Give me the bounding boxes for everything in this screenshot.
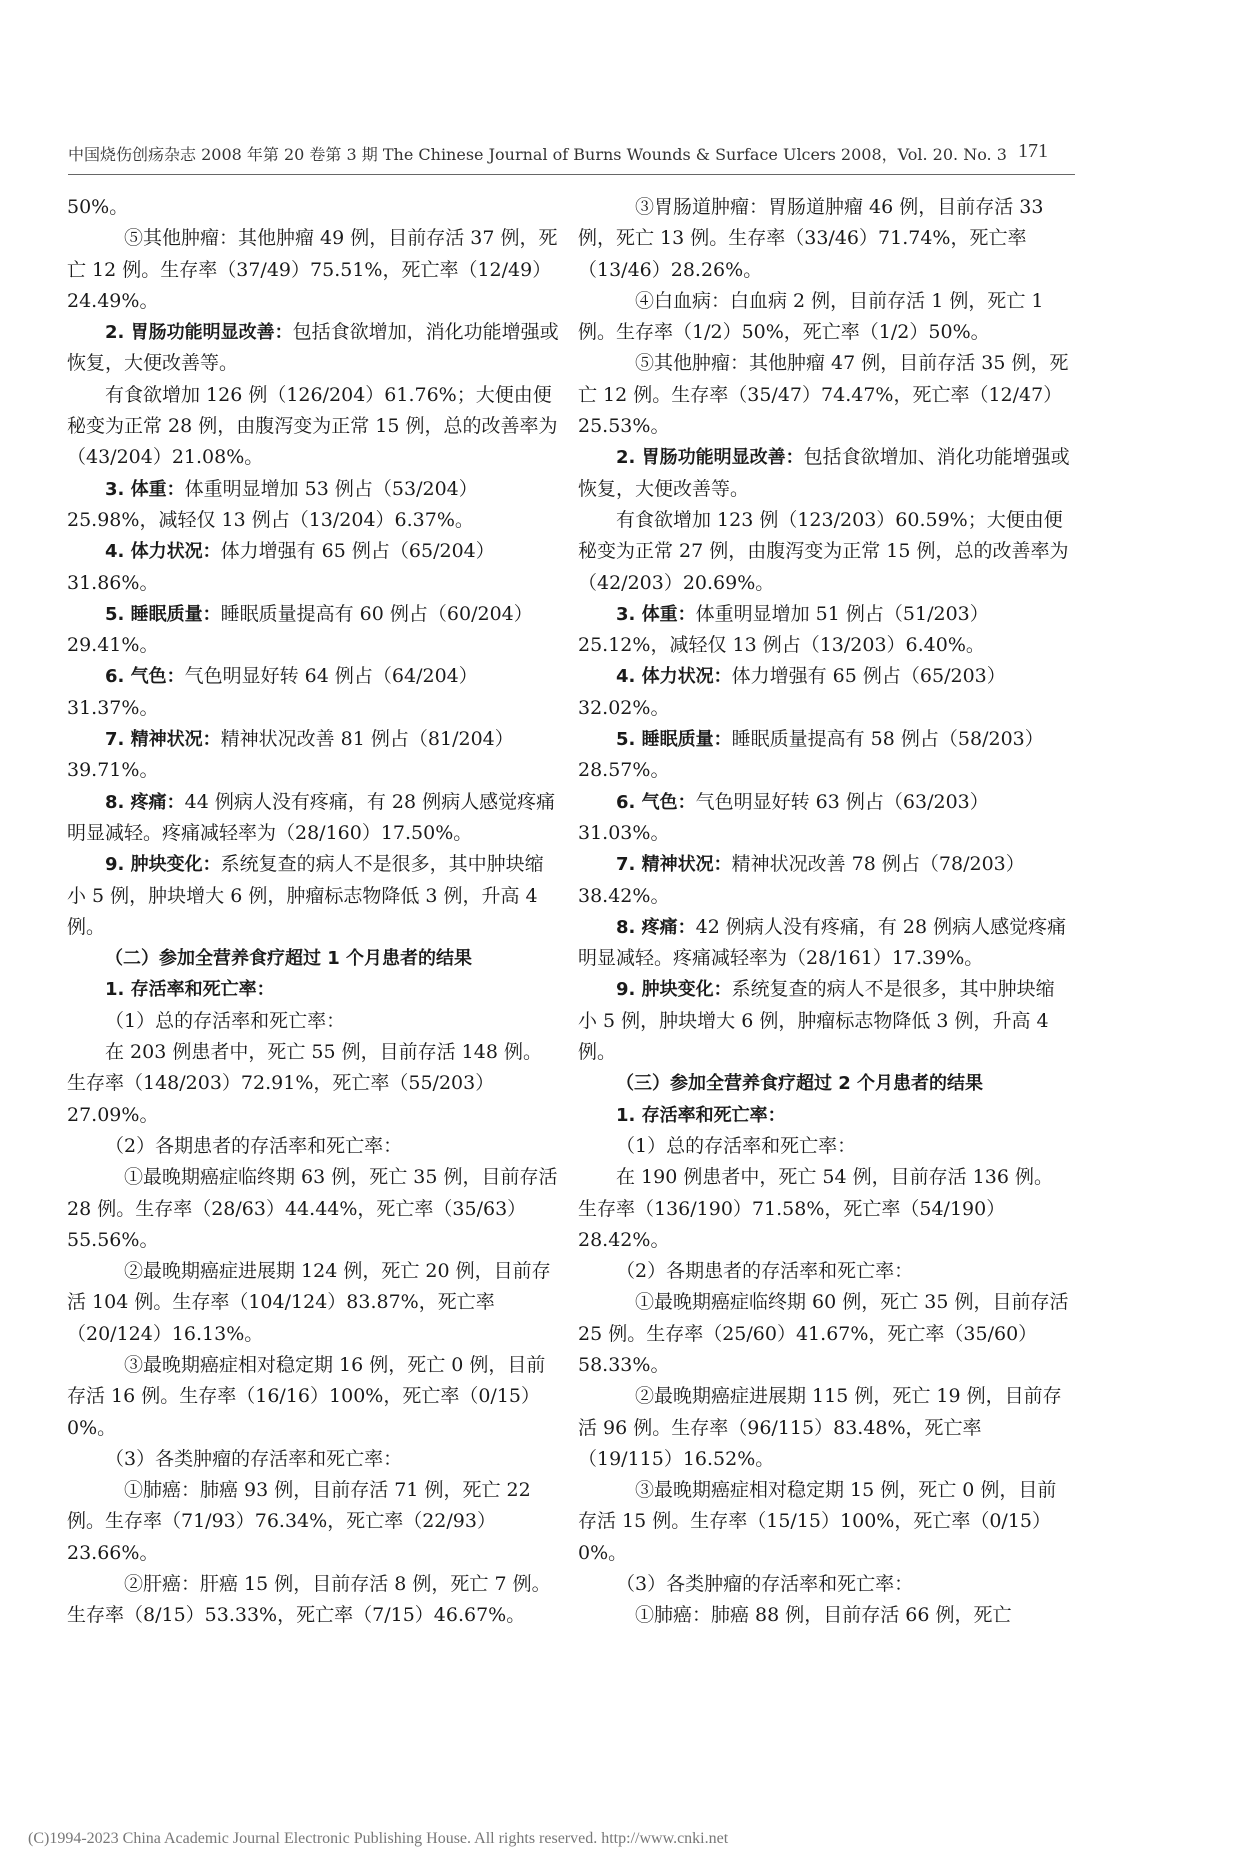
paragraph-heading: 1. 存活率和死亡率： — [616, 1104, 786, 1126]
paragraph — [67, 1256, 559, 1350]
paragraph-text: ①最晚期癌症临终期 60 例，死亡 35 例，目前存活 25 例。生存率（25/60）41.67%，死亡率（35/60）58.33%。 — [578, 1291, 1069, 1376]
paragraph — [578, 1287, 1070, 1381]
paragraph-text: 42 例病人没有疼痛，有 28 例病人感觉疼痛明显减轻。疼痛减轻率为（28/161）17.39%。 — [578, 915, 1067, 970]
paragraph — [67, 1162, 559, 1256]
left-column — [67, 192, 559, 1632]
paragraph — [67, 223, 559, 317]
paragraph-heading: 9. 肿块变化： — [105, 854, 221, 876]
paragraph-text: 体重明显增加 53 例占（53/204）25.98%，减轻仅 13 例占（13/204）6.37%。 — [67, 477, 478, 531]
header-rule — [68, 174, 1075, 175]
paragraph-heading: 5. 睡眠质量： — [616, 729, 732, 751]
paragraph-text: ④白血病：白血病 2 例，目前存活 1 例，死亡 1 例。生存率（1/2）50%，死亡率（1/2）50%。 — [578, 289, 1044, 344]
page-number: 171 — [1018, 140, 1048, 162]
paragraph — [578, 1569, 1070, 1600]
paragraph-heading: 5. 睡眠质量： — [105, 603, 221, 625]
paragraph — [67, 1350, 559, 1444]
paragraph — [578, 661, 1070, 724]
paragraph — [578, 912, 1070, 975]
paragraph — [67, 661, 559, 724]
paragraph-heading: 2. 胃肠功能明显改善： — [105, 322, 293, 344]
paragraph-text: 包括食欲增加，消化功能增强或恢复，大便改善等。 — [67, 321, 559, 375]
paragraph — [67, 536, 559, 599]
paragraph-text: （2）各期患者的存活率和死亡率： — [616, 1260, 914, 1283]
paragraph — [67, 1006, 559, 1037]
paragraph-text: ⑤其他肿瘤：其他肿瘤 47 例，目前存活 35 例，死亡 12 例。生存率（35/47）74.47%，死亡率（12/47）25.53%。 — [578, 352, 1069, 438]
paragraph-text: 50%。 — [67, 196, 129, 218]
paragraph — [67, 380, 559, 474]
paragraph-heading: 4. 体力状况： — [105, 541, 221, 563]
paragraph-text: ③最晚期癌症相对稳定期 16 例，死亡 0 例，目前存活 16 例。生存率（16/16）100%，死亡率（0/15）0%。 — [67, 1353, 546, 1439]
paragraph — [578, 724, 1070, 787]
paragraph-text: ①肺癌：肺癌 93 例，目前存活 71 例，死亡 22 例。生存率（71/93）76.34%，死亡率（22/93）23.66%。 — [67, 1479, 531, 1564]
paragraph-heading: 2. 胃肠功能明显改善： — [616, 447, 804, 469]
paragraph-text: 体力增强有 65 例占（65/204）31.86%。 — [67, 540, 495, 594]
paragraph-heading: 3. 体重： — [105, 478, 185, 500]
paragraph-text: ①肺癌：肺癌 88 例，目前存活 66 例，死亡 — [635, 1604, 1012, 1627]
paragraph-heading: 6. 气色： — [105, 666, 185, 688]
paragraph-text: 在 190 例患者中，死亡 54 例，目前存活 136 例。生存率（136/190）71.58%，死亡率（54/190）28.42%。 — [578, 1166, 1053, 1251]
paragraph — [578, 286, 1070, 349]
paragraph-text: （1）总的存活率和死亡率： — [616, 1134, 857, 1157]
paragraph-text: ⑤其他肿瘤：其他肿瘤 49 例，目前存活 37 例，死亡 12 例。生存率（37/49）75.51%，死亡率（12/49）24.49%。 — [67, 227, 558, 312]
paragraph-text: 在 203 例患者中，死亡 55 例，目前存活 148 例。生存率（148/203）72.91%，死亡率（55/203）27.09%。 — [67, 1041, 542, 1126]
paragraph-heading: 7. 精神状况： — [105, 729, 221, 751]
paragraph-text: （2）各期患者的存活率和死亡率： — [105, 1134, 403, 1157]
paragraph — [578, 1256, 1070, 1287]
paragraph-text: 精神状况改善 81 例占（81/204）39.71%。 — [67, 728, 514, 782]
paragraph-text: 有食欲增加 126 例（126/204）61.76%；大便由便秘变为正常 28 例，由腹泻变为正常 15 例，总的改善率为（43/204）21.08%。 — [67, 383, 558, 469]
paragraph-heading: 8. 疼痛： — [105, 791, 185, 813]
paragraph — [67, 1569, 559, 1632]
paragraph — [578, 1100, 1070, 1131]
paragraph — [578, 599, 1070, 662]
paragraph-heading: 7. 精神状况： — [616, 854, 732, 876]
paragraph-text: 精神状况改善 78 例占（78/203）38.42%。 — [578, 853, 1025, 907]
paragraph-text: 系统复查的病人不是很多，其中肿块缩小 5 例，肿块增大 6 例，肿瘤标志物降低 3 例，升高 4 例。 — [578, 978, 1055, 1064]
paragraph-text: （3）各类肿瘤的存活率和死亡率： — [105, 1447, 403, 1470]
paragraph-heading: （二）参加全营养食疗超过 1 个月患者的结果 — [105, 948, 473, 970]
paragraph — [578, 505, 1070, 599]
paragraph — [578, 787, 1070, 850]
paragraph-text: ②最晚期癌症进展期 124 例，死亡 20 例，目前存活 104 例。生存率（104/124）83.87%，死亡率（20/124）16.13%。 — [67, 1260, 551, 1345]
paragraph — [67, 1131, 559, 1162]
paragraph — [67, 474, 559, 537]
paragraph-text: ②最晚期癌症进展期 115 例，死亡 19 例，目前存活 96 例。生存率（96/115）83.48%，死亡率（19/115）16.52%。 — [578, 1385, 1062, 1470]
paragraph-text: （3）各类肿瘤的存活率和死亡率： — [616, 1573, 914, 1596]
paragraph — [578, 1381, 1070, 1475]
right-column — [578, 192, 1070, 1632]
paragraph-heading: 3. 体重： — [616, 603, 696, 625]
paragraph-heading: 8. 疼痛： — [616, 916, 696, 938]
paragraph — [67, 1037, 559, 1131]
paragraph-heading: 9. 肿块变化： — [616, 979, 732, 1001]
paragraph-text: 睡眠质量提高有 58 例占（58/203）28.57%。 — [578, 728, 1044, 782]
paragraph-text: ①最晚期癌症临终期 63 例，死亡 35 例，目前存活 28 例。生存率（28/63）44.44%，死亡率（35/63）55.56%。 — [67, 1166, 558, 1251]
paragraph — [578, 1162, 1070, 1256]
paragraph — [578, 442, 1070, 505]
paragraph-text: 有食欲增加 123 例（123/203）60.59%；大便由便秘变为正常 27 例，由腹泻变为正常 15 例，总的改善率为（42/203）20.69%。 — [578, 508, 1069, 594]
paragraph — [578, 849, 1070, 912]
paragraph-text: 系统复查的病人不是很多，其中肿块缩小 5 例，肿块增大 6 例，肿瘤标志物降低 3 例，升高 4 例。 — [67, 853, 544, 938]
paragraph-text: ②肝癌：肝癌 15 例，目前存活 8 例，死亡 7 例。生存率（8/15）53.33%，死亡率（7/15）46.67%。 — [67, 1573, 551, 1627]
paragraph-text: 睡眠质量提高有 60 例占（60/204）29.41%。 — [67, 602, 533, 657]
paragraph — [67, 787, 559, 850]
paragraph — [578, 1475, 1070, 1569]
paragraph-text: 44 例病人没有疼痛，有 28 例病人感觉疼痛明显减轻。疼痛减轻率为（28/160）17.50%。 — [67, 790, 556, 844]
paragraph — [67, 317, 559, 380]
paragraph-text: 包括食欲增加、消化功能增强或恢复，大便改善等。 — [578, 446, 1070, 500]
running-header: 中国烧伤创疡杂志 2008 年第 20 卷第 3 期 The Chinese Journal of Burns Wounds & Surface Ulcers 2008，Vol. 20. No. 3 — [68, 145, 1007, 164]
paragraph — [67, 1475, 559, 1569]
copyright-footer: (C)1994-2023 China Academic Journal Electronic Publishing House. All rights reserved. http://www.cnki.net — [28, 1830, 729, 1847]
paragraph-heading: （三）参加全营养食疗超过 2 个月患者的结果 — [616, 1073, 984, 1095]
paragraph — [578, 1068, 1070, 1099]
paragraph-text: ③最晚期癌症相对稳定期 15 例，死亡 0 例，目前存活 15 例。生存率（15/15）100%，死亡率（0/15）0%。 — [578, 1479, 1057, 1564]
paragraph — [67, 849, 559, 943]
paragraph — [67, 1444, 559, 1475]
paragraph — [67, 599, 559, 662]
paragraph — [67, 974, 559, 1005]
paragraph-heading: 6. 气色： — [616, 791, 696, 813]
paragraph-text: （1）总的存活率和死亡率： — [105, 1009, 346, 1032]
paragraph-text: 气色明显好转 64 例占（64/204）31.37%。 — [67, 665, 478, 719]
paragraph — [67, 724, 559, 787]
paragraph-heading: 4. 体力状况： — [616, 666, 732, 688]
paragraph — [67, 943, 559, 974]
paragraph-text: 体重明显增加 51 例占（51/203）25.12%，减轻仅 13 例占（13/203）6.40%。 — [578, 602, 989, 657]
paragraph — [578, 192, 1070, 286]
paragraph-text: ③胃肠道肿瘤：胃肠道肿瘤 46 例，目前存活 33 例，死亡 13 例。生存率（33/46）71.74%，死亡率（13/46）28.26%。 — [578, 196, 1044, 281]
paragraph-text: 体力增强有 65 例占（65/203）32.02%。 — [578, 665, 1006, 719]
paragraph — [67, 192, 559, 223]
paragraph-heading: 1. 存活率和死亡率： — [105, 979, 275, 1001]
paragraph — [578, 348, 1070, 442]
paragraph-text: 气色明显好转 63 例占（63/203）31.03%。 — [578, 790, 989, 844]
paragraph — [578, 1600, 1070, 1631]
paragraph — [578, 1131, 1070, 1162]
paragraph — [578, 974, 1070, 1068]
